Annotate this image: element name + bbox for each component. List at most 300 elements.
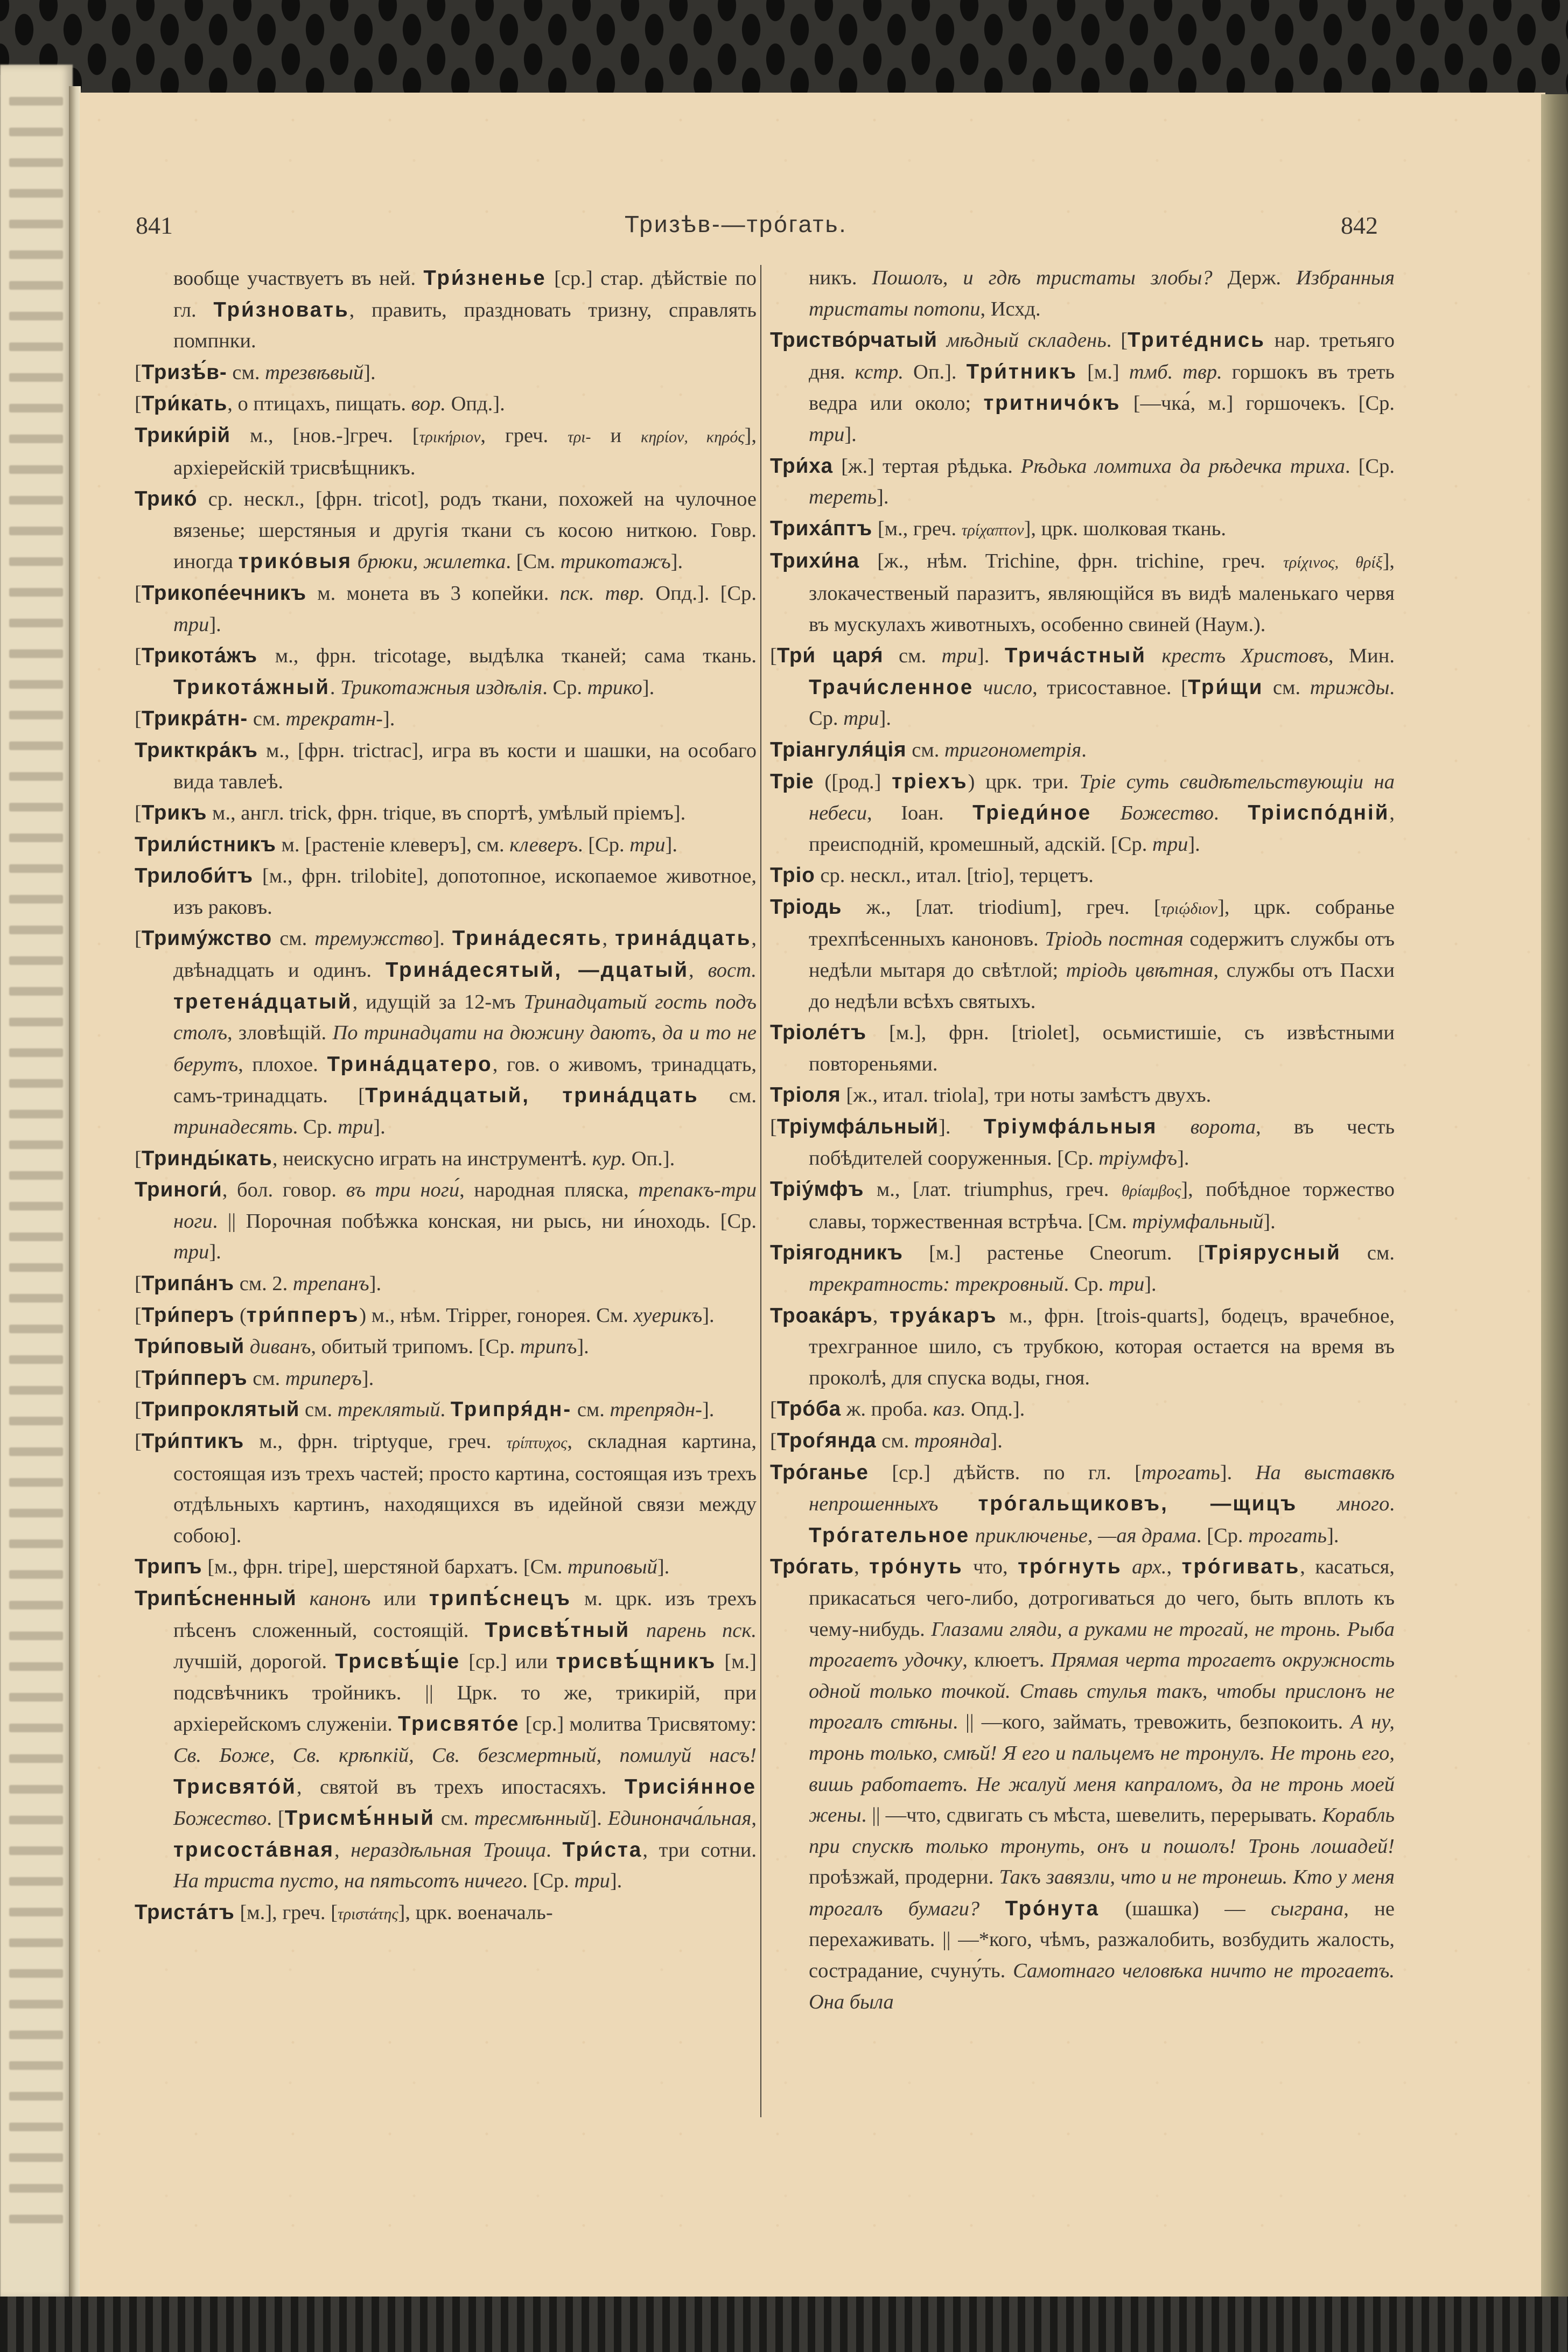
headword: Тризѣ́в- (141, 360, 227, 384)
italic-example: трипъ (520, 1335, 577, 1359)
entry-text: [ (135, 927, 142, 950)
entry-text: м., фрн. tricotage, выдѣлка тканей; сама ткань. (257, 645, 757, 668)
ghost-text-line (9, 1140, 63, 1149)
entry-text: [—чка́, м.] горшочекъ. [Ср. (1121, 392, 1395, 415)
italic-example: По тринадцати на дюжину даютъ, да и то не берутъ (173, 1021, 757, 1076)
headword: Триха́птъ (770, 516, 873, 540)
ghost-text-line (9, 1539, 63, 1548)
entry-text (1158, 1116, 1191, 1138)
headword: Триста́тъ (135, 1900, 235, 1924)
ghost-text-line (9, 1754, 63, 1763)
ghost-text-line (9, 956, 63, 965)
derived-word: Трисія́нное (624, 1775, 757, 1798)
derived-word: Три́зновать (213, 298, 349, 321)
entry-text (630, 1619, 646, 1642)
ghost-text-line (9, 649, 63, 658)
entry-text: , Исхд. (980, 297, 1041, 320)
entry-text: см. (299, 1398, 338, 1422)
entry-text: ], злокачественый паразитъ, являющійся въ видѣ маленькаго червя въ мускулахъ животныхъ, особенно свиней (Наум.). (809, 550, 1395, 636)
entry-text: [ (135, 802, 142, 825)
entry-text: [ (770, 1429, 777, 1452)
italic-example: три (1152, 832, 1188, 856)
ghost-text-line (9, 1601, 63, 1609)
headword: Тріангуля́ція (770, 738, 907, 761)
entry-text: ], црк. шолковая ткань. (1024, 517, 1226, 540)
italic-example: Тріодь постная (1045, 928, 1184, 951)
ghost-text-line (9, 1018, 63, 1026)
italic-example: трико (587, 676, 642, 699)
entry-text: ]. (877, 486, 889, 509)
entry-text: ]. (610, 1870, 622, 1893)
ghost-text-line (9, 496, 63, 505)
entry-text: , неискусно играть на инструментѣ. (272, 1147, 592, 1170)
right-column (770, 263, 1395, 2018)
entry-text: см. (435, 1807, 474, 1830)
ghost-text-line (9, 1816, 63, 1824)
italic-example: канонъ (309, 1587, 371, 1610)
italic-example: А ну, тронь только, смѣй! Я его и пальцемъ не тронулъ. Не тронь его, вишь работаетъ. Не жалуй меня капраломъ, да не тронь моей жены (809, 1711, 1395, 1827)
italic-example: трeклятый (337, 1398, 440, 1422)
entry-text: [м.] (1077, 360, 1129, 383)
ghost-text-line (9, 1386, 63, 1395)
entry-text: ]. (1220, 1461, 1256, 1484)
headword: Трико́ (135, 487, 198, 511)
derived-word: Трачи́сленное (809, 675, 974, 699)
entry-text: ]. (1188, 832, 1200, 856)
italic-example: троянда (914, 1429, 991, 1452)
italic-example: трикотажъ (560, 550, 671, 573)
ghost-text-line (9, 220, 63, 228)
italic-example: три (173, 613, 209, 636)
dictionary-entry (135, 1551, 757, 1583)
entry-text (937, 329, 947, 352)
derived-word: тро́гнуть (1018, 1555, 1122, 1579)
entry-text: , о птицахъ, пищать. (227, 393, 411, 416)
italic-example: Божество (173, 1807, 267, 1830)
derived-word: Тріиспо́дній (1248, 801, 1390, 825)
entry-text: , клюетъ. (962, 1649, 1051, 1672)
entry-text: . Ср. (809, 676, 1395, 730)
entry-text: ]. (844, 423, 857, 446)
entry-text: м., англ. trick, фрн. trique, въ спортѣ, умѣлый пріемъ]. (207, 802, 686, 825)
derived-word: тро́гивать (1181, 1555, 1300, 1579)
italic-example: арх. (1132, 1556, 1167, 1579)
entry-text (1122, 1556, 1132, 1578)
entry-text: Опд.]. (446, 393, 505, 416)
ghost-text-line (9, 1202, 63, 1210)
entry-text: [ж., итал. triola], три ноты замѣстъ двухъ. (841, 1084, 1212, 1107)
italic-example: кур. (592, 1147, 627, 1170)
entry-text: см. (876, 1429, 914, 1452)
italic-example: клеверъ (509, 833, 578, 856)
ghost-text-line (9, 281, 63, 290)
entry-text: ]. (702, 1304, 715, 1327)
entry-text: ]. (1144, 1273, 1157, 1296)
derived-word: Тріумфа́льныя (983, 1115, 1158, 1139)
headword: Тро́ба (776, 1397, 842, 1421)
entry-text: ]. (665, 833, 677, 856)
dictionary-entry (135, 1897, 757, 1930)
entry-text: , идущій за 12-мъ (352, 990, 524, 1013)
entry-text: ]. (670, 550, 683, 573)
entry-text: , народная пляска, (459, 1179, 639, 1202)
ghost-text-line (9, 926, 63, 934)
entry-text: [ср.] молитва Трисвятому: (520, 1713, 757, 1736)
entry-text: , трисоставное. [ (1032, 676, 1188, 699)
previous-page-edge (0, 65, 73, 2299)
italic-example: тринадесять (173, 1116, 293, 1139)
dictionary-entry (135, 1363, 757, 1395)
derived-word: трипѣ́снецъ (429, 1586, 571, 1610)
entry-text: . [Ср. (577, 833, 630, 856)
italic-example: три (173, 1241, 209, 1264)
ghost-text-line (9, 1171, 63, 1180)
ghost-text-line (9, 1969, 63, 1978)
italic-example: трогать (1141, 1461, 1220, 1484)
italic-example: ворота (1190, 1116, 1256, 1139)
entry-text: . || Порочная побѣжка конская, ни рысь, ни и́ноходь. [Ср. (212, 1209, 757, 1233)
derived-word: Трисвято́е (397, 1712, 520, 1736)
italic-example: трепанъ (292, 1272, 369, 1295)
entry-text: что, (963, 1556, 1018, 1579)
ghost-text-line (9, 1693, 63, 1702)
ghost-text-line (9, 803, 63, 811)
italic-example: нераздѣльная Троица (351, 1838, 547, 1861)
italic-example: въ три ноги́ (346, 1179, 460, 1202)
italic-example: брюки, жилетка (357, 550, 506, 573)
entry-text (352, 550, 358, 573)
entry-text: ср. нескл., [фрн. tricot], родъ ткани, похожей на чулочное вязенье; шерстяныя и другія ткани съ косою ниткою. Говр. иногда (173, 488, 757, 573)
italic-example: вост. (708, 959, 757, 982)
derived-word: Три́тникъ (966, 360, 1077, 383)
italic-example: На выставкѣ непрошенныхъ (809, 1461, 1395, 1516)
entry-text (244, 1335, 250, 1358)
derived-word: тритничо́къ (983, 391, 1121, 415)
entry-text: см. (906, 738, 944, 761)
entry-text: [ (770, 1116, 777, 1139)
entry-text: см. (698, 1084, 757, 1108)
derived-word: Трина́дцатеро (327, 1052, 493, 1076)
entry-text: ], црк. военачаль- (398, 1901, 553, 1924)
entry-text: м., [лат. triumphus, греч. (864, 1178, 1122, 1201)
italic-example: трепрядн- (610, 1398, 702, 1422)
dictionary-entry (770, 734, 1395, 766)
ghost-text-line (9, 97, 63, 106)
headword: Тріодь (770, 895, 842, 919)
entry-text: , не перехаживать. || —*кого, чѣмъ, разжалобить, возбудить жалость, сострадание, счуну́ть. (809, 1897, 1395, 1983)
entry-text: . [Ср. (1345, 454, 1395, 478)
italic-example: кстр. (855, 360, 904, 383)
dictionary-entry (135, 923, 757, 1143)
entry-text: ]. (977, 645, 1005, 668)
ghost-text-line (9, 2123, 63, 2131)
ghost-text-line (9, 557, 63, 566)
entry-text: , (854, 1556, 870, 1579)
italic-example: три (941, 645, 977, 668)
running-title: Тризѣв-—тро́гать. (625, 211, 848, 237)
entry-text: ]. (590, 1807, 608, 1830)
entry-text: ]. (702, 1398, 715, 1422)
ghost-text-line (9, 2000, 63, 2008)
italic-example: тріумфальный (1132, 1210, 1264, 1233)
dictionary-entry (135, 640, 757, 703)
entry-text: , (602, 927, 615, 950)
entry-text: , зловѣщій. (227, 1021, 333, 1045)
entry-text: ]. (577, 1335, 589, 1359)
ghost-text-line (9, 680, 63, 689)
entry-text: см. (247, 1367, 285, 1390)
italic-example: крестъ Христовъ (1161, 645, 1328, 668)
italic-example: Тріе суть свидѣтельствующіи на небеси (809, 770, 1395, 825)
entry-text: м. [растеніе клеверъ], см. (276, 833, 510, 856)
ghost-text-line (9, 1263, 63, 1272)
entry-text: . (1213, 802, 1248, 825)
entry-text: . [См. (506, 550, 561, 573)
dictionary-entry (135, 829, 757, 861)
page-stack-edge (1541, 94, 1568, 2297)
entry-text: . [ (1106, 329, 1128, 352)
derived-word: Трисвѣ́щіе (335, 1650, 461, 1674)
italic-example: число (983, 676, 1033, 699)
entry-text: см. (883, 645, 942, 668)
italic-example: Прямая черта трогаетъ окружность одной только точкой. Ставь стулья такъ, чтобы прислонъ не трогалъ стѣны (809, 1649, 1395, 1734)
ghost-text-line (9, 435, 63, 443)
entry-text: см. (572, 1398, 610, 1422)
greek-etymology: τρίχινος, θρίξ (1283, 554, 1383, 572)
ghost-text-line (9, 312, 63, 320)
dictionary-entry (135, 703, 757, 735)
entry-text: [м.] растенье Cneorum. [ (902, 1242, 1205, 1265)
italic-example: тресмѣнный (474, 1807, 590, 1830)
book-gutter (69, 86, 81, 2299)
background-foam-top (0, 0, 1568, 97)
headword: Трики́рій (135, 423, 231, 447)
greek-etymology: τριῴδιον (1160, 899, 1218, 918)
derived-word: три́пперъ (246, 1303, 360, 1327)
ghost-text-line (9, 864, 63, 873)
headword: Три́птикъ (141, 1429, 244, 1453)
dictionary-entry (770, 766, 1395, 860)
entry-text: [м., греч. (872, 517, 962, 540)
entry-text: или (370, 1587, 429, 1610)
entry-text: . [ (267, 1807, 285, 1830)
ghost-text-line (9, 1908, 63, 1916)
page-number-right: 842 (1341, 212, 1378, 239)
headword: Трили́стникъ (135, 832, 276, 856)
dictionary-entry (135, 860, 757, 923)
entry-text: ]. (369, 1272, 382, 1295)
entry-text: ж. проба. (841, 1398, 933, 1421)
ghost-text-line (9, 1570, 63, 1579)
derived-word: Трисвято́й (173, 1775, 297, 1798)
headword: Трипа́нъ (141, 1272, 235, 1295)
entry-text: лучшій, дорогой. (173, 1650, 335, 1674)
dictionary-entry (135, 1268, 757, 1300)
page-number-left: 841 (136, 212, 173, 239)
greek-etymology: τρικήριον (419, 428, 481, 446)
headword: Троака́ръ (770, 1304, 873, 1327)
derived-word: тро́нуть (869, 1555, 963, 1579)
ghost-text-line (9, 158, 63, 167)
derived-word: Трина́десятый, —дцатый (385, 958, 689, 982)
greek-etymology: τρίπτυχος (506, 1433, 568, 1452)
headword: Трипъ (135, 1555, 202, 1579)
dictionary-entry (135, 388, 757, 420)
entry-text: , складная картина, состоящая изъ трехъ частей; просто картина, состоящая изъ трехъ отдѣльныхъ картинъ, находящихся въ идейной связи между собою]. (173, 1430, 757, 1547)
entry-text: [ж.] тертая рѣдька. (833, 454, 1021, 478)
derived-word: трисвѣ́щникъ (556, 1650, 717, 1674)
greek-etymology: τριστάτης (337, 1905, 398, 1923)
headword: Трипѣ́сненный (135, 1586, 297, 1610)
dictionary-entry (770, 325, 1395, 450)
entry-text: ]. (373, 1116, 386, 1139)
dictionary-entry (135, 357, 757, 389)
entry-text: [м.] подсвѣчникъ тройникъ. || Црк. то же, трикирій, при архіерейскомъ служеніи. (173, 1650, 757, 1736)
ghost-text-line (9, 1662, 63, 1671)
ghost-text-line (9, 2061, 63, 2070)
entry-text (970, 1524, 975, 1547)
headword: Тро́ганье (770, 1460, 869, 1484)
italic-example: три (337, 1116, 374, 1139)
italic-example: мѣдный складень (946, 329, 1107, 352)
ghost-text-line (9, 1785, 63, 1794)
entry-text: [ (135, 1430, 142, 1453)
headword: Тріоле́тъ (770, 1021, 867, 1045)
derived-word: Тро́нута (1005, 1896, 1100, 1920)
ghost-text-line (9, 1325, 63, 1333)
entry-text: см. (248, 708, 286, 731)
italic-example: Корабль при спускѣ только тронуть, онъ и пошолъ! Тронь лошадей! (809, 1804, 1395, 1858)
entry-text: . [Ср. (1196, 1524, 1249, 1547)
headword: Три́перъ (141, 1303, 235, 1327)
italic-example: пск. (722, 1619, 757, 1642)
derived-word: Три́зненье (423, 267, 547, 290)
derived-word: тріехъ (892, 769, 968, 793)
dictionary-entry (135, 1426, 757, 1551)
dictionary-entry (135, 578, 757, 640)
headword: Триму́жство (141, 927, 272, 950)
dictionary-entry (770, 1174, 1395, 1237)
entry-text: см. (1263, 676, 1310, 699)
italic-example: Пошолъ, и гдѣ тристаты злобы? (872, 267, 1213, 289)
greek-etymology: τρίχαπτον (961, 521, 1024, 539)
ghost-text-line (9, 1355, 63, 1364)
ghost-text-line (9, 404, 63, 412)
headword: Триство́рчатый (770, 328, 937, 352)
dictionary-entry (770, 263, 1395, 325)
entry-text: , (334, 1838, 351, 1861)
entry-text (938, 1493, 978, 1515)
entry-text: [ (135, 582, 142, 605)
headword: Троѓянда (776, 1429, 877, 1452)
entry-text: . (546, 1838, 563, 1861)
dictionary-entry (770, 1017, 1395, 1080)
italic-example: На триста пусто, на пятьсотъ ничего (173, 1870, 523, 1893)
headword: Трихи́на (770, 549, 859, 573)
greek-etymology: θρίαμβος (1121, 1182, 1181, 1200)
entry-text: ]. (1177, 1146, 1189, 1170)
headword: Триноги́ (135, 1178, 222, 1202)
italic-example: пск. твр. (559, 582, 645, 605)
entry-text: [м.], фрн. [triolet], осьмистишіе, съ извѣстными повтореньями. (809, 1021, 1395, 1075)
entry-text: , (689, 959, 708, 982)
entry-text: [м., фрн. trilobite], допотопное, ископаемое животное, изъ раковъ. (173, 865, 757, 919)
headword: Три́ха (770, 454, 834, 478)
entry-text: [м.], греч. [ (234, 1901, 338, 1924)
headword: Трикъ (141, 801, 207, 825)
headword: Трипроклятый (141, 1398, 300, 1422)
entry-text: ]. (990, 1429, 1003, 1452)
entry-text: [ (135, 361, 142, 384)
ghost-text-line (9, 1417, 63, 1425)
italic-example: триперъ (285, 1367, 362, 1390)
entry-text: Оп.]. (903, 360, 967, 383)
ghost-text-line (9, 834, 63, 842)
entry-text: ср. нескл., итал. [trio], терцетъ. (815, 864, 1094, 887)
italic-example: тріодь цвѣтная (1066, 959, 1214, 982)
entry-text: , святой въ трехъ ипостасяхъ. (296, 1775, 625, 1798)
ghost-text-line (9, 1079, 63, 1088)
ghost-text-line (9, 741, 63, 750)
italic-example: три (1108, 1273, 1145, 1296)
dictionary-entry (770, 513, 1395, 546)
italic-example: тремужство (314, 927, 433, 950)
left-column (135, 263, 757, 1929)
italic-example: Тринадцатый гость подъ столъ (173, 990, 757, 1045)
ghost-text-line (9, 2092, 63, 2101)
ghost-text-line (9, 342, 63, 351)
entry-text: и (591, 424, 641, 447)
entry-text: [ (135, 1147, 142, 1170)
dictionary-entry (770, 1457, 1395, 1552)
entry-text: . || —кого, займать, тревожить, безпокоить. (953, 1711, 1351, 1734)
ghost-text-line (9, 1846, 63, 1855)
entry-text: [ (135, 393, 142, 416)
entry-text: Опд.]. [Ср. (645, 582, 757, 605)
derived-word: Трича́стный (1004, 644, 1146, 668)
italic-example: хуерикъ (633, 1304, 703, 1327)
background-foam-bottom (0, 2297, 1568, 2352)
headword: Тро́гать (770, 1555, 855, 1579)
ghost-text-line (9, 189, 63, 198)
dictionary-entry (770, 1111, 1395, 1174)
italic-example: трижды (1310, 676, 1390, 699)
italic-example: Рѣдька ломтиха да рѣдечка триха (1020, 454, 1345, 478)
ghost-text-line (9, 1233, 63, 1241)
ghost-text-line (9, 1478, 63, 1487)
entry-text: ( (234, 1304, 247, 1327)
derived-word: трико́выя (238, 550, 352, 573)
entry-text (979, 1898, 1005, 1920)
italic-example: диванъ (249, 1335, 311, 1359)
entry-text: ж., [лат. triodium], греч. [ (842, 895, 1161, 919)
entry-text: [ср.] или (460, 1650, 556, 1674)
ghost-text-line (9, 250, 63, 259)
dictionary-entry (770, 860, 1395, 892)
ghost-text-line (9, 588, 63, 597)
ghost-text-line (9, 1509, 63, 1517)
ghost-text-line (9, 2215, 63, 2223)
ghost-text-line (9, 1724, 63, 1732)
entry-text: . (330, 676, 341, 699)
italic-example: много (1337, 1493, 1390, 1516)
entry-text: . Ср. (1063, 1273, 1109, 1296)
italic-example: три (809, 423, 845, 446)
entry-text: ], побѣдное торжество славы, торжественная встрѣча. [См. (809, 1178, 1395, 1233)
entry-text: Оп.]. (626, 1147, 675, 1170)
entry-text: нар. третьяго дня. (809, 329, 1395, 383)
ghost-text-line (9, 711, 63, 719)
